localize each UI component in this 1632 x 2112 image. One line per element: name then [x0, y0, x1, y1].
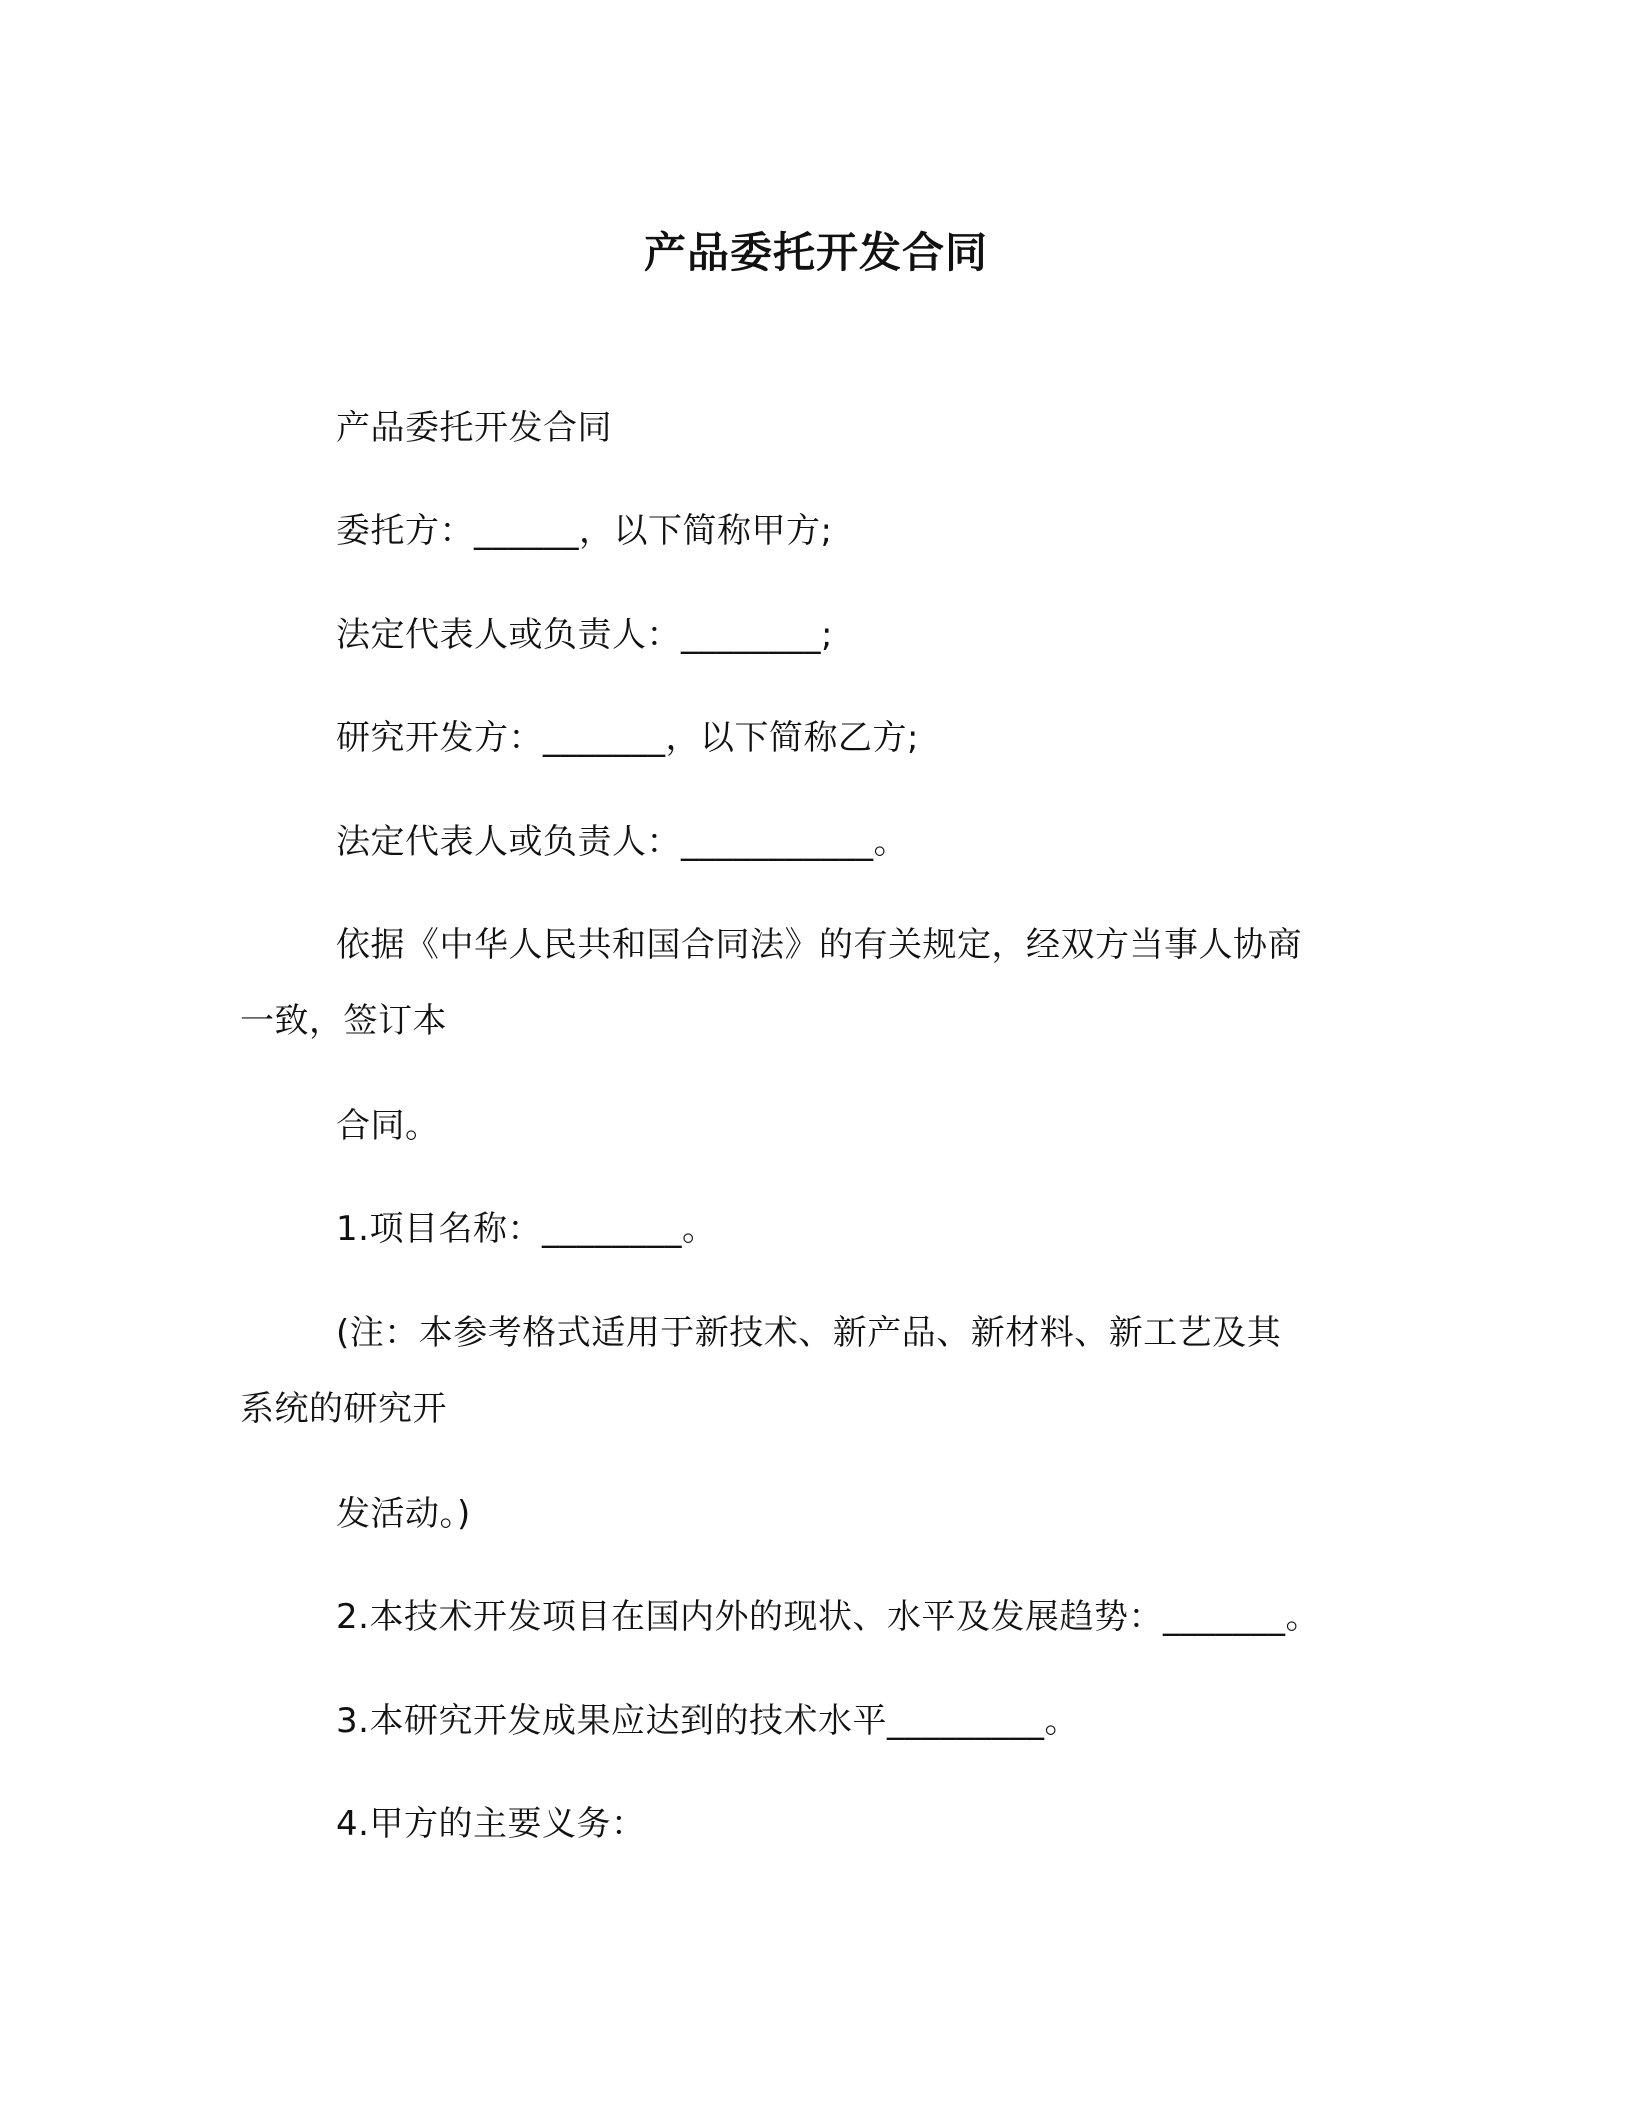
- legal-basis-line: 依据《中华人民共和国合同法》的有关规定，经双方当事人协商: [336, 925, 1302, 965]
- developer-representative-line: 法定代表人或负责人：___________。: [336, 822, 908, 862]
- clause-status-trend: 2.本技术开发项目在国内外的现状、水平及发展趋势：_______。: [336, 1597, 1320, 1637]
- document-title: 产品委托开发合同: [643, 228, 988, 277]
- clause-project-name: 1.项目名称：________。: [336, 1209, 717, 1249]
- note-continuation: 系统的研究开: [240, 1389, 447, 1429]
- note-end: 发活动。): [336, 1494, 471, 1534]
- clause-technical-level: 3.本研究开发成果应达到的技术水平_________。: [336, 1701, 1079, 1741]
- contract-heading-line: 产品委托开发合同: [336, 408, 612, 448]
- note-line: (注：本参考格式适用于新技术、新产品、新材料、新工艺及其: [336, 1313, 1282, 1353]
- developer-party-line: 研究开发方：_______，以下简称乙方;: [336, 718, 919, 758]
- contract-word-line: 合同。: [336, 1106, 440, 1146]
- legal-basis-continuation: 一致，签订本: [240, 1001, 447, 1041]
- client-party-line: 委托方：______，以下简称甲方;: [336, 511, 833, 551]
- client-representative-line: 法定代表人或负责人：________;: [336, 615, 833, 655]
- clause-party-a-duties: 4.甲方的主要义务：: [336, 1804, 646, 1844]
